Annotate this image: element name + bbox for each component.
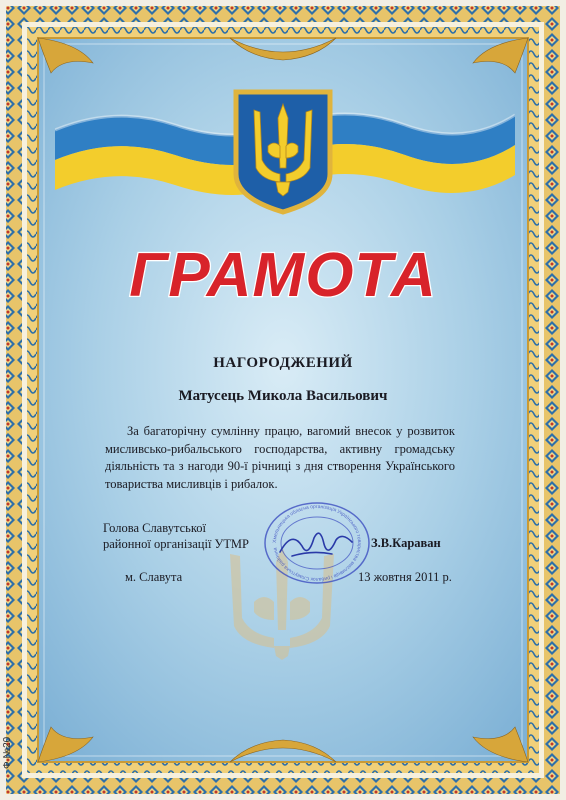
certificate-title-text: ГРАМОТА [129,241,437,308]
signatory-title-line2: районної організації УТМР [103,536,249,551]
form-number: Ф №20 [2,736,13,769]
issue-date: 13 жовтня 2011 р. [358,570,452,584]
stamp-text: Хмельницька обласна організація Українського товариства мисливців і рибалок Славутська районна [271,503,363,583]
issue-city: м. Славута [125,570,183,584]
signatory-name: З.В.Караван [371,536,441,550]
awarded-heading: НАГОРОДЖЕНИЙ [213,355,353,371]
award-reason-text: За багаторічну сумлінну працю, вагомий внесок у розвиток мисливсько-рибальського господарства, активну громадську діяльність та з нагоди 90-ї річниці з дня створення Українського товариства мисливців і рибалок. [105,424,455,491]
recipient-name: Матусець Микола Васильович [178,388,388,404]
signatory-title [103,521,249,552]
round-stamp-icon [262,500,372,586]
signatory-title-line1: Голова Славутської [103,521,206,535]
certificate-title [118,236,448,308]
trident-coat-of-arms-icon [232,88,334,216]
